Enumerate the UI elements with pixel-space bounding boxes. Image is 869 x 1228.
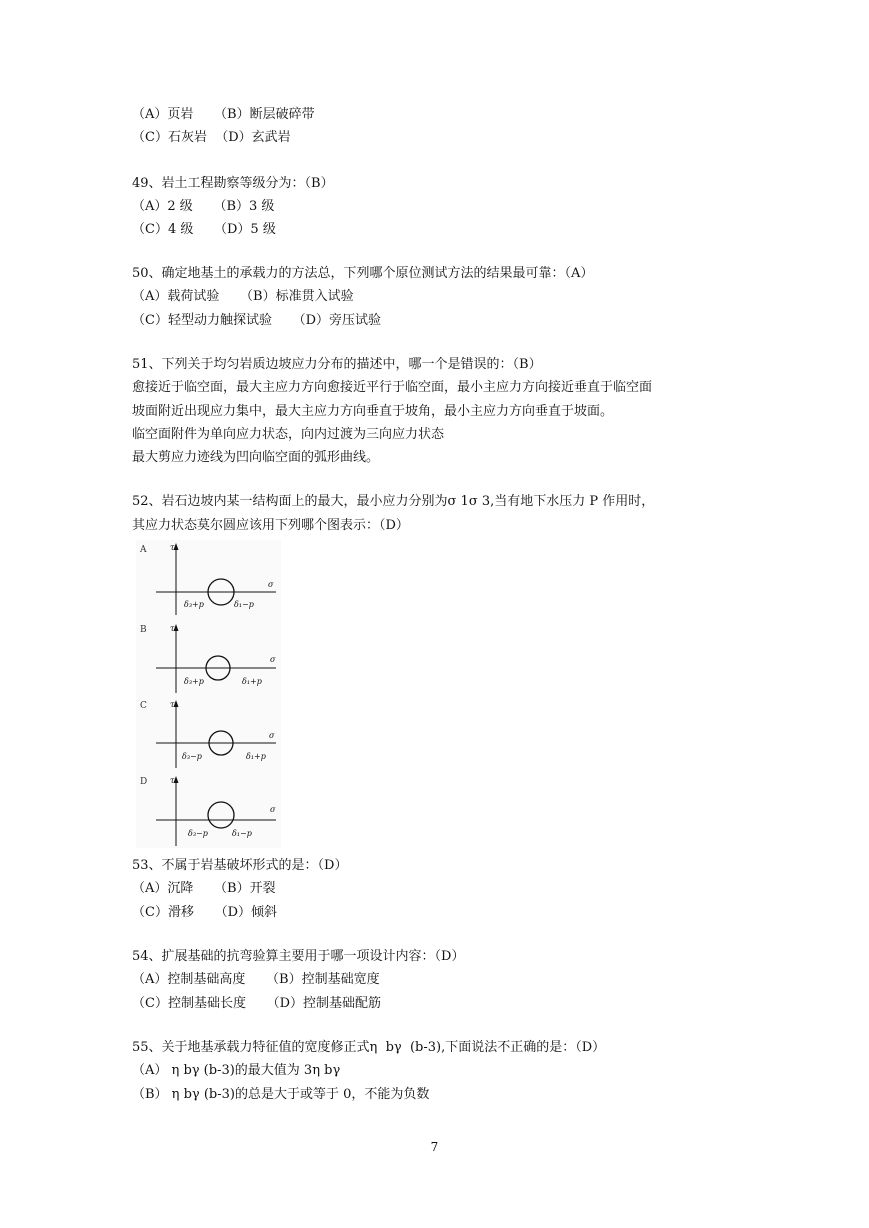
q53-options-ab: （A）沉降 （B）开裂 <box>132 881 276 896</box>
q55-option-a: （A） η bγ (b-3)的最大值为 3η bγ <box>132 1063 341 1078</box>
page-number: 7 <box>430 1140 439 1154</box>
sigma-label: σ <box>268 580 274 589</box>
tau-label: τ <box>170 776 175 785</box>
q51-statement-1: 愈接近于临空面，最大主应力方向愈接近平行于临空面，最小主应力方向接近垂直于临空面 <box>132 380 653 395</box>
panel-label-c: C <box>140 701 147 711</box>
q55-option-b: （B） η bγ (b-3)的总是大于或等于 0，不能为负数 <box>132 1087 430 1102</box>
tau-label: τ <box>170 624 175 633</box>
q51-statement-3: 临空面附件为单向应力状态，向内过渡为三向应力状态 <box>132 427 445 442</box>
tick-sigma1: δ₁+p <box>246 752 266 761</box>
q50-options-ab: （A）载荷试验 （B）标准贯入试验 <box>132 289 354 304</box>
mohr-circle <box>208 802 234 828</box>
q55-question: 55、关于地基承载力特征值的宽度修正式η bγ (b-3),下面说法不正确的是：（D） <box>132 1040 606 1055</box>
q51-statement-2: 坡面附近出现应力集中，最大主应力方向垂直于坡角，最小主应力方向垂直于坡面。 <box>132 404 614 419</box>
mohr-panel-b <box>140 624 276 693</box>
sigma-label: σ <box>270 655 276 664</box>
sigma-label: σ <box>269 731 275 740</box>
q50-question: 50、确定地基土的承载力的方法总，下列哪个原位测试方法的结果最可靠：（A） <box>132 266 594 281</box>
tick-sigma3: δ₃−p <box>182 752 202 761</box>
sigma-label: σ <box>270 805 276 814</box>
q53-question: 53、不属于岩基破坏形式的是：（D） <box>132 858 348 873</box>
q48-options-ab: （A）页岩 （B）断层破碎带 <box>132 107 315 122</box>
q51-statement-4: 最大剪应力迹线为凹向临空面的弧形曲线。 <box>132 450 380 465</box>
tick-sigma1: δ₁+p <box>242 677 262 686</box>
q49-question: 49、岩土工程勘察等级分为：（B） <box>132 176 334 191</box>
tick-sigma3: δ₃+p <box>184 677 204 686</box>
tau-label: τ <box>170 543 175 552</box>
q54-options-ab: （A）控制基础高度 （B）控制基础宽度 <box>132 972 380 987</box>
tick-sigma1: δ₁−p <box>234 600 254 609</box>
q54-options-cd: （C）控制基础长度 （D）控制基础配筋 <box>132 996 382 1011</box>
mohr-panel-c <box>140 700 276 768</box>
mohr-panel-a <box>139 543 276 615</box>
mohr-circle-figure <box>136 540 281 848</box>
q48-options-cd: （C）石灰岩 （D）玄武岩 <box>132 130 291 145</box>
tau-label: τ <box>170 700 175 709</box>
q49-options-ab: （A）2 级 （B）3 级 <box>132 199 275 214</box>
tick-sigma3: δ₃+p <box>184 600 204 609</box>
tick-sigma1: δ₁−p <box>232 829 252 838</box>
panel-label-a: A <box>140 545 147 555</box>
mohr-panel-d <box>140 776 276 846</box>
q52-question-line1: 52、岩石边坡内某一结构面上的最大，最小应力分别为σ 1σ 3,当有地下水压力 P 作用时， <box>132 494 655 509</box>
q50-options-cd: （C）轻型动力触探试验 （D）旁压试验 <box>132 313 382 328</box>
q54-question: 54、扩展基础的抗弯验算主要用于哪一项设计内容：（D） <box>132 949 465 964</box>
panel-label-b: B <box>140 625 147 635</box>
q51-question: 51、下列关于均匀岩质边坡应力分布的描述中，哪一个是错误的：（B） <box>132 357 542 372</box>
q52-question-line2: 其应力状态莫尔圆应该用下列哪个图表示：（D） <box>132 518 409 533</box>
panel-label-d: D <box>140 777 148 787</box>
q53-options-cd: （C）滑移 （D）倾斜 <box>132 905 278 920</box>
tick-sigma3: δ₃−p <box>188 829 208 838</box>
q49-options-cd: （C）4 级 （D）5 级 <box>132 222 276 237</box>
